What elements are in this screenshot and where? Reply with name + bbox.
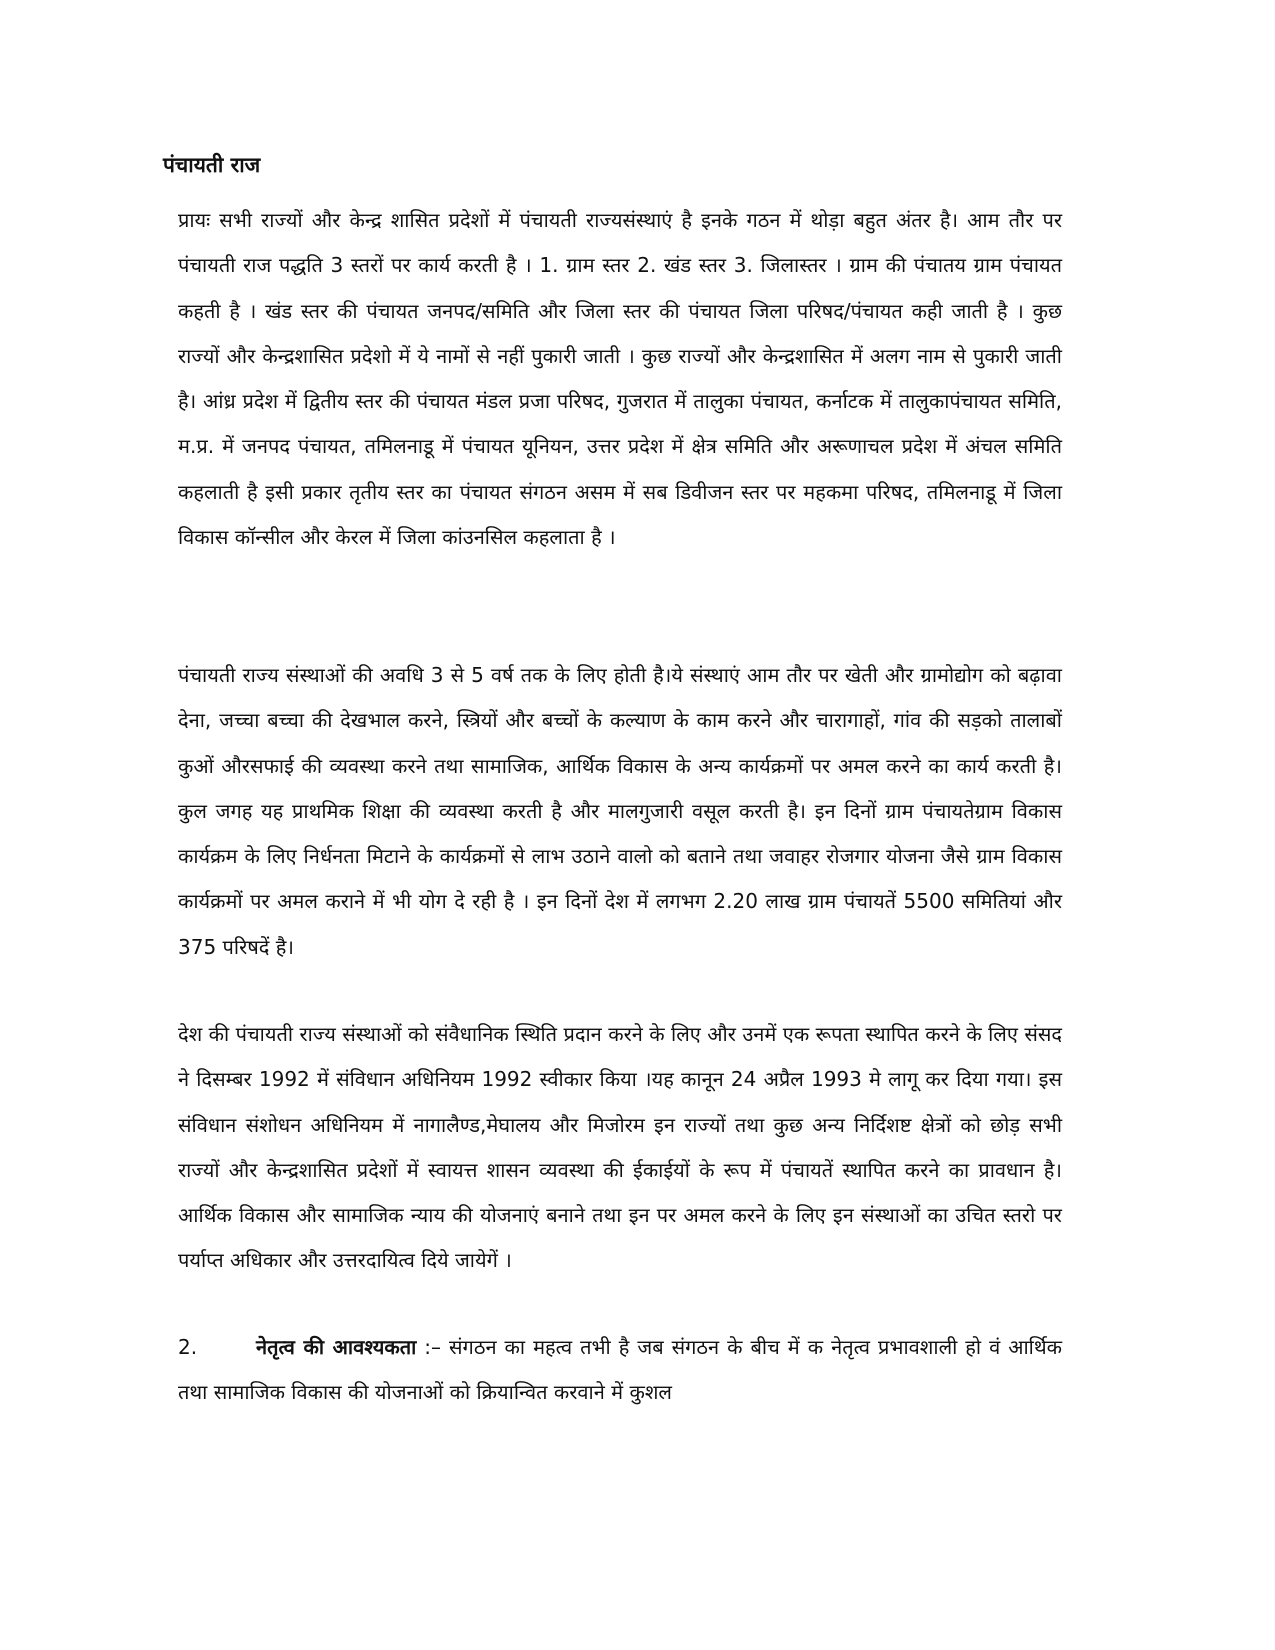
document-title: पंचायती राज: [163, 153, 261, 177]
numbered-point: [178, 1325, 1062, 1416]
point-number: 2.: [178, 1335, 198, 1359]
paragraph-1: प्रायः सभी राज्यों और केन्द्र शासित प्रदेशों में पंचायती राज्यसंस्थाएं है इनके गठन में थोड़ा बहुत अंतर है। आम तौर पर पंचायती राज पद्धति 3 स्तरों पर कार्य करती है । 1. ग्राम स्तर 2. खंड स्तर 3. जिलास्तर । ग्राम की पंचातय ग्राम पंचायत कहती है । खंड स्तर की पंचायत जनपद/समिति और जिला स्तर की पंचायत जिला परिषद/पंचायत कही जाती है । कुछ राज्यों और केन्द्रशासित प्रदेशो में ये नामों से नहीं पुकारी जाती । कुछ राज्यों और केन्द्रशासित में अलग नाम से पुकारी जाती है। आंध्र प्रदेश में द्वितीय स्तर की पंचायत मंडल प्रजा परिषद, गुजरात में तालुका पंचायत, कर्नाटक में तालुकापंचायत समिति, म.प्र. में जनपद पंचायत, तमिलनाडू में पंचायत यूनियन, उत्तर प्रदेश में क्षेत्र समिति और अरूणाचल प्रदेश में अंचल समिति कहलाती है इसी प्रकार तृतीय स्तर का पंचायत संगठन असम में सब डिवीजन स्तर पर महकमा परिषद, तमिलनाडू में जिला विकास कॉन्सील और केरल में जिला कांउनसिल कहलाता है ।: [178, 208, 1062, 550]
paragraph-3: देश की पंचायती राज्य संस्थाओं को संवैधानिक स्थिति प्रदान करने के लिए और उनमें एक रूपता स्थापित करने के लिए संसद ने दिसम्बर 1992 में संविधान अधिनियम 1992 स्वीकार किया ।यह कानून 24 अप्रैल 1993 मे लागू कर दिया गया। इस संविधान संशोधन अधिनियम में नागालैण्ड,मेघालय और मिजोरम इन राज्यों तथा कुछ अन्य निर्दिशष्ट क्षेत्रों को छोड़ सभी राज्यों और केन्द्रशासित प्रदेशों में स्वायत्त शासन व्यवस्था की ईकाईयों के रूप में पंचायतें स्थापित करने का प्रावधान है। आर्थिक विकास और सामाजिक न्याय की योजनाएं बनाने तथा इन पर अमल करने के लिए इन संस्थाओं का उचित स्तरो पर पर्याप्त अधिकार और उत्तरदायित्व दिये जायेगें ।: [178, 1022, 1062, 1273]
point-heading: नेतृत्व की आवश्यकता: [256, 1335, 417, 1359]
paragraph-2: पंचायती राज्य संस्थाओं की अवधि 3 से 5 वर्ष तक के लिए होती है।ये संस्थाएं आम तौर पर खेती और ग्रामोद्योग को बढ़ावा देना, जच्चा बच्चा की देखभाल करने, स्त्रियों और बच्चों के कल्याण के काम करने और चारागाहों, गांव की सड़को तालाबों कुओं औरसफाई की व्यवस्था करने तथा सामाजिक, आर्थिक विकास के अन्य कार्यक्रमों पर अमल करने का कार्य करती है। कुल जगह यह प्राथमिक शिक्षा की व्यवस्था करती है और मालगुजारी वसूल करती है। इन दिनों ग्राम पंचायतेग्राम विकास कार्यक्रम के लिए निर्धनता मिटाने के कार्यक्रमों से लाभ उठाने वालो को बताने तथा जवाहर रोजगार योजना जैसे ग्राम विकास कार्यक्रमों पर अमल कराने में भी योग दे रही है । इन दिनों देश में लगभग 2.20 लाख ग्राम पंचायतें 5500 समितियां और 375 परिषदें है।: [178, 663, 1062, 959]
point-text: :– संगठन का महत्व तभी है जब संगठन के बीच में क नेतृत्व प्रभावशाली हो वं आर्थिक तथा सामाजिक विकास की योजनाओं को क्रियान्वित करवाने में कुशल: [178, 1335, 1062, 1405]
